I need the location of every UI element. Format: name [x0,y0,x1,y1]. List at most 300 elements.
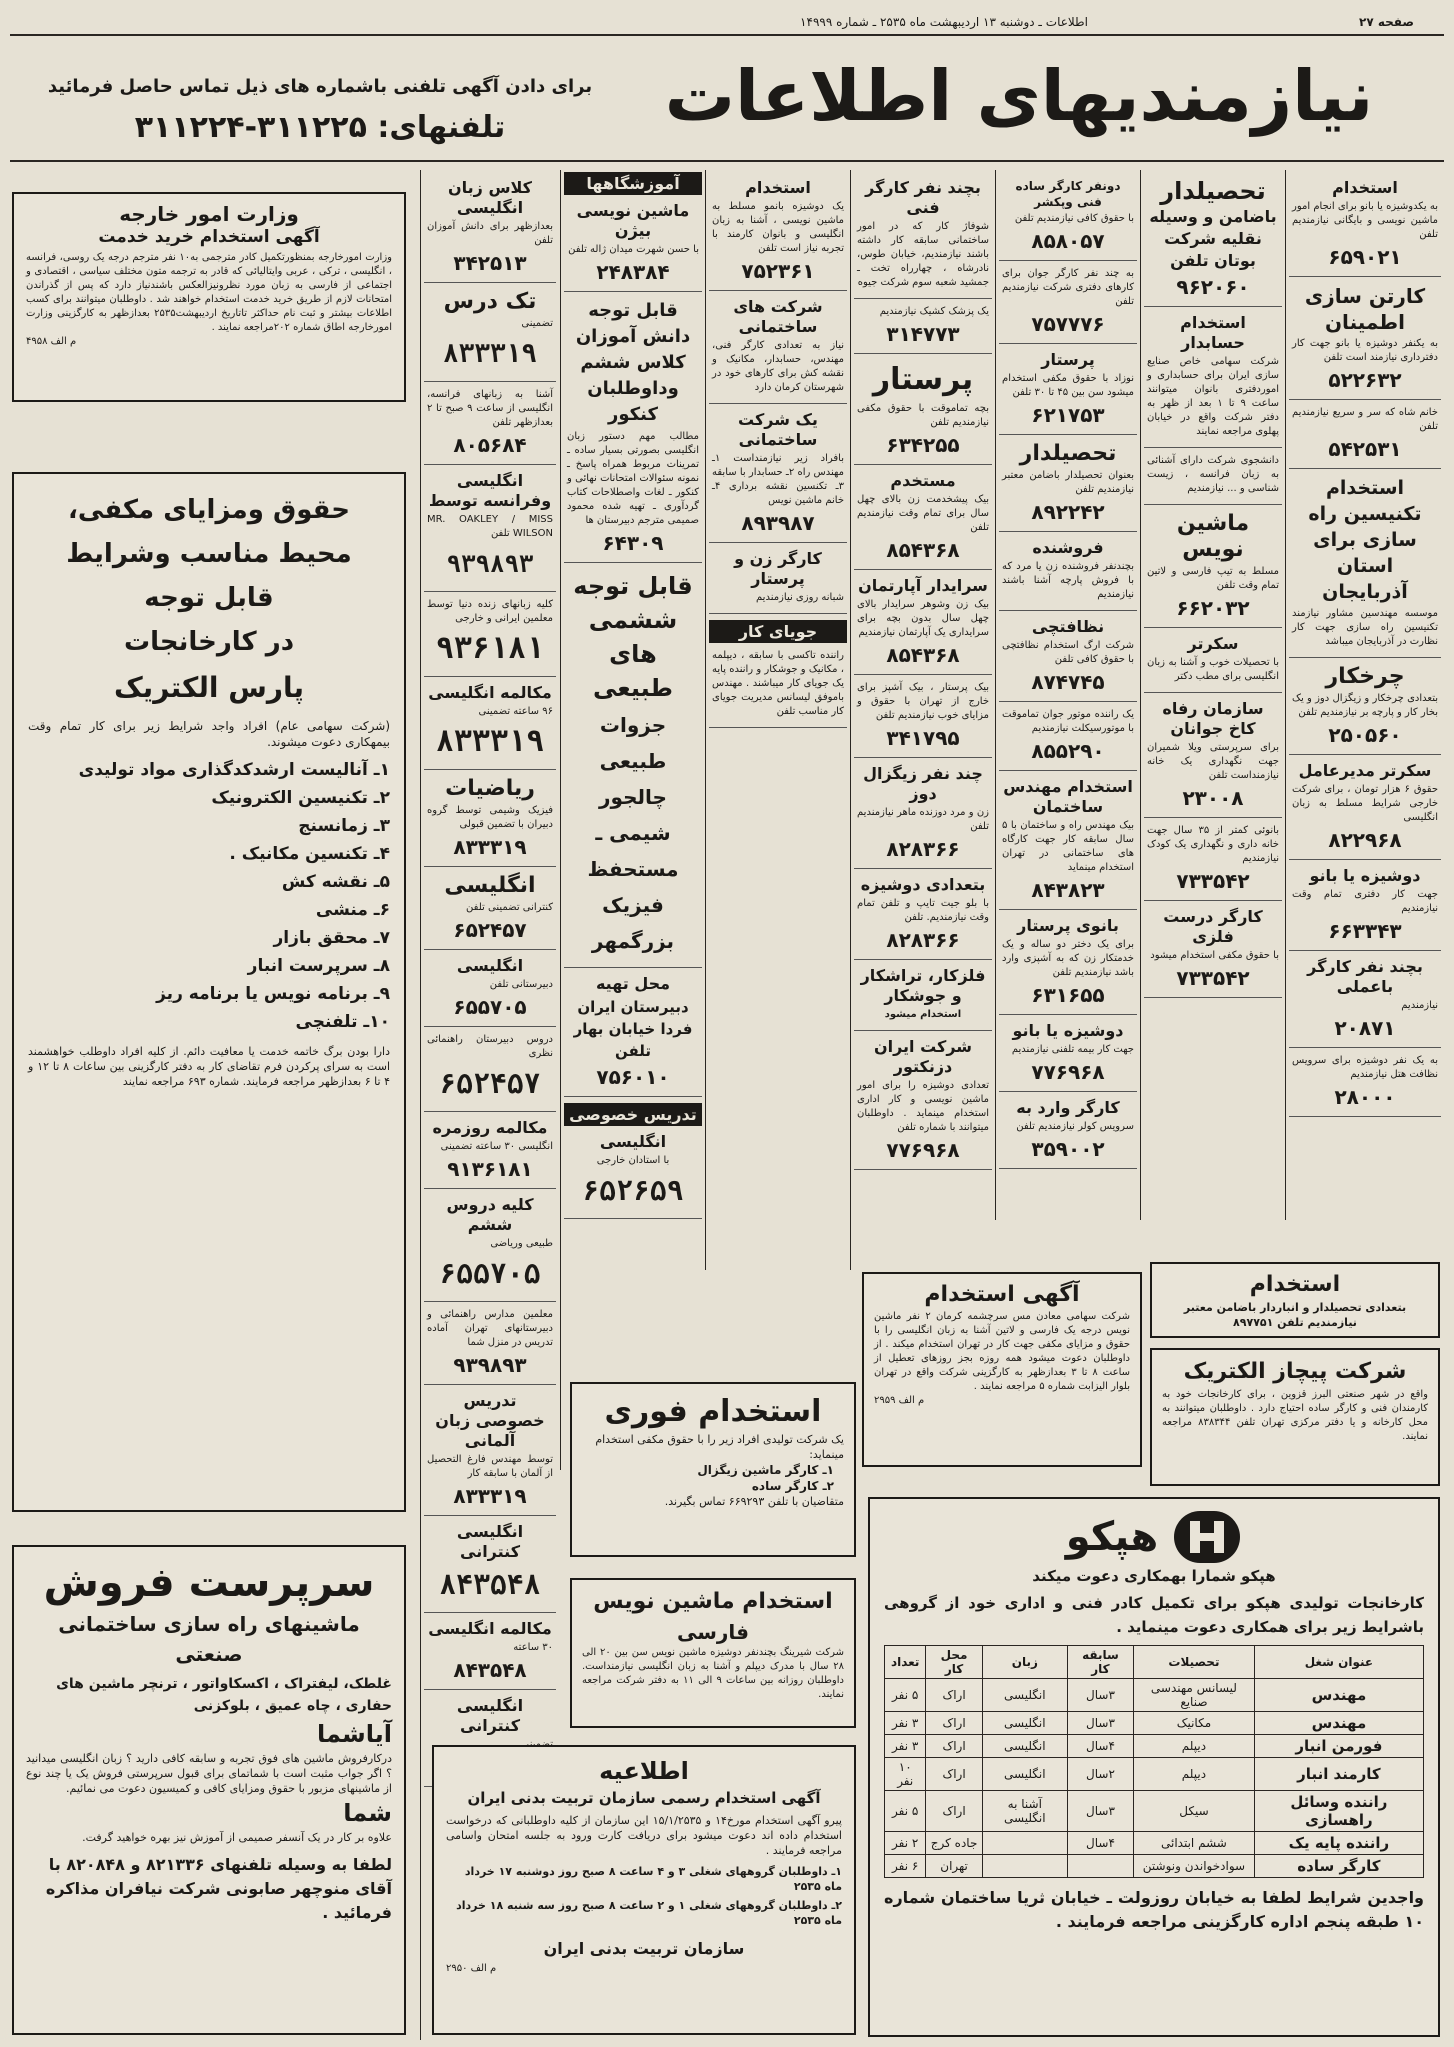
classified-ad [424,283,556,382]
ad-heading: تحصیلدار [1160,177,1266,205]
ad-phone: ۷۳۳۵۴۲ [1176,869,1250,893]
ad-heading: شرکت های ساختمانی [733,297,823,336]
typist-body: شرکت شیرینگ بچندنفر دوشیزه ماشین نویس سن بین ۲۰ الی ۲۸ سال با مدرک دیپلم و آشنا به زبان انگلیسی نیازمنداست. داوطلبان روزانه بین ساعات ۹ الی ۱۱ به دفتر شرکت مراجعه نمایند. [582,1647,845,1700]
classified-ad [854,675,992,758]
ad-phone: ۸۴۳۸۲۳ [1031,878,1105,902]
ad-heading: انگلیسی وفرانسه توسط [428,471,552,510]
ad-phone: ۸۵۸۰۵۷ [1031,229,1105,253]
ad-heading: انگلیسی [444,873,536,898]
table-row [885,1712,1424,1735]
table-cell: مکانیک [1134,1712,1255,1735]
pars-position: ۳ـ زمانسنج [298,816,390,836]
ad-heading: استخدام [1332,178,1398,197]
ad-body: ۳۰ ساعته [513,1642,553,1653]
ad-heading: سکرتر مدیرعامل [1298,761,1432,780]
classified-ad [999,261,1137,344]
ad-body: با حقوق کافی نیازمندیم تلفن [1014,213,1134,224]
table-cell: دیپلم [1134,1735,1255,1758]
phone-notice: برای دادن آگهی تلفنی باشماره های ذیل تماس حاصل فرمائید [47,76,593,97]
ad-heading: انگلیسی [456,956,524,975]
sales-brand-2: شما [343,1799,392,1827]
ad-phone: ۸۵۴۳۶۸ [886,643,960,667]
classified-ad [424,1302,556,1385]
table-cell: جاده کرج [926,1832,982,1855]
pars-positions [28,756,390,1036]
pars-line-2: محیط مناسب وشرایط [66,539,352,569]
column-rule [420,170,421,2040]
ad-phone: ۵۲۲۶۳۲ [1328,368,1402,392]
ad-body: بچندنفر فروشنده زن یا مرد که با فروش پارچه آشنا باشند نیازمندیم [1002,561,1134,600]
table-cell: فورمن انبار [1254,1735,1423,1758]
hepco-header [884,1509,1424,1565]
column-header: زبان [982,1646,1067,1679]
ad-body: مسلط به تیپ فارسی و لاتین تمام وقت تلفن [1147,566,1279,591]
ad-heading: استخدام تکنیسین راه سازی برای استان آذربایجان [1308,477,1422,603]
ad-body: دبیرستان ایران فردا خیابان بهار تلفن [573,998,693,1060]
column-employment-6 [1144,172,1282,1222]
copper-mine-ad [862,1272,1142,1467]
table-cell: لیسانس مهندسی صنایع [1134,1679,1255,1712]
table-cell: ۵ نفر [885,1679,926,1712]
ad-phone: ۳۱۴۷۷۳ [886,322,960,346]
schools-banner: آموزشگاهها [564,172,702,195]
classified-ad [854,758,992,869]
sales-body-2: علاوه بر کار در یک آنسفر صمیمی از آموزش نیز بهره خواهید گرفت. [82,1831,392,1844]
ad-body: آشنا به زبانهای فرانسه، انگلیسی از ساعت ۹ صبح تا ۲ بعدازظهر تلفن [427,389,553,428]
table-cell: ۳سال [1067,1791,1133,1832]
table-row [885,1855,1424,1878]
pars-position: ۸ـ سرپرست انبار [247,956,390,976]
sports-batch-1: ۱ـ داوطلبان گروههای شغلی ۳ و ۴ ساعت ۸ صبح روز دوشنبه ۱۷ خرداد ماه ۲۵۳۵ [464,1865,842,1893]
ad-heading: بچند نفر کارگر باعملی [1307,957,1423,996]
ad-body: به یکدوشیزه یا بانو برای انجام امور ماشین نویسی و بایگانی نیازمندیم تلفن [1292,201,1438,240]
ad-phone: ۲۸۰۰۰ [1334,1085,1396,1109]
ad-heading: استخدام مهندس ساختمان [1003,777,1133,816]
classified-ad [424,1385,556,1516]
classified-ad [999,1092,1137,1169]
table-cell: ۴سال [1067,1832,1133,1855]
column-header: عنوان شغل [1254,1646,1423,1679]
urgent-hiring-ad [570,1382,856,1557]
column-employment-3 [709,172,847,1272]
ad-heading: تحصیلدار [1019,441,1117,466]
ad-heading: دونفر کارگر ساده فنی وپکشر [1015,179,1121,209]
ad-phone: ۲۳۰۰۸ [1182,786,1244,810]
table-cell [1067,1855,1133,1878]
ad-heading: انگلیسی [599,1132,667,1151]
classified-ad [424,465,556,592]
table-cell: راننده پایه یک [1254,1832,1423,1855]
sports-title: اطلاعیه [599,1757,689,1785]
typist-ad [570,1578,856,1728]
ad-body: ۹۶ ساعته تضمینی [478,706,553,717]
ad-phone: ۶۵۹۰۲۱ [1328,245,1402,269]
sports-org-ad [432,1745,856,2035]
hepco-ad [868,1497,1440,2037]
classified-ad [854,465,992,570]
ad-phone: ۹۳۶۱۸۱ [435,631,545,666]
ad-heading: پرستار [1041,350,1095,369]
ad-phone: ۶۵۵۷۰۵ [439,1257,541,1290]
ad-body: جزوات طبیعی چالجور شیمی ـ مستحفظ فیزیک بزرگمهر [587,713,679,953]
pichaz-body: واقع در شهر صنعتی البرز قزوین ، برای کارخانجات خود به کارمندان فنی و کارگر ساده احتیاج دارد . داوطلبان میتوانند به محل کارخانه و یا دفتر مرکزی تهران تلفن ۸۳۸۳۴۴ مراجعه نمایند. [1162,1389,1429,1442]
ad-heading: مکالمه روزمره [432,1118,548,1137]
ad-body: جهت کار دفتری تمام وقت نیازمندیم [1292,889,1438,914]
classified-ad [1144,172,1282,307]
pars-position: ۲ـ تکنیسین الکترونیک [211,788,390,808]
table-cell: انگلیسی [982,1735,1067,1758]
column-rule [1140,170,1141,1220]
ad-phone: ۶۵۲۶۵۹ [582,1174,684,1207]
pars-line-1: حقوق ومزایای مکفی، [68,495,350,525]
classified-ad [1144,818,1282,901]
classified-ad [1289,755,1441,860]
ad-phone: ۸۰۵۶۸۴ [453,433,527,457]
ad-phone: ۷۷۶۹۶۸ [886,1138,960,1162]
classified-ad [564,968,702,1097]
table-cell [982,1832,1067,1855]
urgent-body: یک شرکت تولیدی افراد زیر را با حقوق مکفی استخدام مینماید: [595,1433,844,1461]
ad-body: بیک پیشخدمت زن بالای چهل سال برای تمام وقت نیازمندیم تلفن [857,494,989,533]
table-cell: مهندس [1254,1712,1423,1735]
ad-body: سرویس کولر نیازمندیم تلفن [1016,1121,1134,1132]
pars-company: پارس الکتریک [114,671,304,704]
table-row [885,1758,1424,1791]
classified-ad [999,172,1137,261]
ad-heading: استخدام حسابدار [1180,313,1246,352]
collector-ad [1150,1262,1440,1338]
ad-body: زن و مرد دوزنده ماهر نیازمندیم تلفن [857,807,989,832]
ad-body: بتعدادی چرخکار و زیگزال دوز و یک بخار کار و پارچه بر نیازمندیم تلفن [1292,693,1438,718]
ad-heading: دوشیزه یا بانو [1012,1021,1124,1040]
table-cell: ششم ابتدائی [1134,1832,1255,1855]
column-rule [995,170,996,1220]
ad-body: شرکت سهامی خاص صنایع سازی ایران برای حسابداری و اموردفتری بانوان میتوانند ساعت ۹ تا ۱ بعد از ظهر به دفتر شرکت واقع در خیابان پهلوی مراجعه نمایند [1147,356,1279,437]
pichaz-title: شرکت پیچاز الکتریک [1183,1359,1407,1384]
copper-ad-body: شرکت سهامی معادن مس سرچشمه کرمان ۲ نفر ماشین نویس درجه یک فارسی و لاتین آشنا به زبان انگلیسی را با حقوق و مزایای مکفی جهت کار در تهران استخدام میکند . از داوطلبان دعوت میشود همه روزه بجز روزهای تعطیل از ساعت ۸ تا ۳ بعدازظهر به کارگزینی شرکت واقع در تهران بلوار الیزابت شماره ۵ مراجعه نمایند . [874,1311,1131,1392]
ad-body: با حسن شهرت میدان ژاله تلفن [568,244,699,255]
table-cell: تهران [926,1855,982,1878]
classified-ad [424,592,556,677]
classified-ad [424,1189,556,1302]
ad-body: باضامن و وسیله نقلیه شرکت بوتان تلفن [1149,207,1277,270]
ad-heading: نظافتچی [1031,617,1105,636]
classified-ad [1289,951,1441,1048]
ad-heading: مستخدم [890,471,956,490]
ad-body: با استادان خارجی [596,1155,670,1166]
sales-brand: آیاشما [317,1720,392,1748]
pars-position: ۶ـ منشی [315,900,390,920]
urgent-item-1: ۱ـ کارگر ماشین زیگزال [697,1463,834,1477]
classified-ad [424,867,556,950]
ad-heading: بچند نفر کارگر فنی [865,178,981,217]
ad-body: با حقوق مکفی استخدام میشود [1150,950,1279,961]
pars-line-3: قابل توجه [144,583,274,613]
ad-heading: سکرتر [1187,634,1239,653]
classified-ad [999,1015,1137,1092]
ad-body: بانوئی کمتر از ۳۵ سال جهت خانه داری و نگهداری یک کودک نیازمندیم [1147,825,1279,864]
ad-heading: قابل توجه ششمی های طبیعی [573,572,693,702]
table-header-row [885,1646,1424,1679]
ad-body: بیک مهندس راه و ساختمان با ۵ سال سابقه کار جهت کارگاه های ساختمانی در تهران استخدام مینماید [1002,820,1134,873]
sales-items: غلطک، لیفتراک ، اکسکاواتور ، ترنچر ماشین های حفاری ، چاه عمیق ، بلوکزنی [56,1676,392,1714]
table-cell: ۳ نفر [885,1735,926,1758]
pars-position: ۴ـ تکنسین مکانیک . [229,844,390,864]
table-cell: ۱۰ نفر [885,1758,926,1791]
classified-ad [709,291,847,404]
classified-ad [1144,693,1282,818]
private-tutoring-banner: تدریس خصوصی [564,1103,702,1126]
sports-body: پیرو آگهی استخدام مورخ۱۴ و ۱۵/۱/۲۵۳۵ این سازمان از کلیه داوطلبانی که درخواست استخدام داده اند دعوت میشود برای دریافت کارت ورود به جلسه امتحان واسامی مراجعه فرمایند . [446,1814,842,1857]
ad-phone: ۶۵۵۷۰۵ [453,995,527,1019]
table-cell: ۳سال [1067,1679,1133,1712]
ad-body: به یک نفر دوشیزه برای سرویس نظافت هتل نیازمندیم [1292,1055,1438,1080]
classified-ad [564,292,702,563]
ad-phone: ۳۴۱۷۹۵ [886,726,960,750]
ad-body: بعدازظهر برای دانش آموزان تلفن [427,221,553,246]
hepco-tagline: هپکو شمارا بهمکاری دعوت میکند [1032,1567,1276,1585]
ad-heading: انگلیسی کنترانی [456,1696,524,1735]
classified-ad [1289,860,1441,951]
collector-body: بتعدادی تحصیلدار و انباردار باضامن معتبر نیازمندیم تلفن ۸۹۷۷۵۱ [1183,1301,1407,1329]
ministry-subtitle: آگهی استخدام خرید خدمت [98,227,320,247]
ad-phone: ۶۵۲۴۵۷ [453,918,527,942]
ad-body: نیاز به تعدادی کارگر فنی، مهندس، حسابدار، مکانیک و نقشه کش برای کارهای خود در شهرستان کرمان دارد [712,340,844,393]
ad-body: معلمین مدارس راهنمائی و دبیرستانهای تهران آماده تدریس در منزل شما [427,1309,553,1348]
classified-ad [709,643,847,728]
column-header: تحصیلات [1134,1646,1255,1679]
ad-heading: محل تهیه [595,974,671,993]
table-cell: اراک [926,1679,982,1712]
pars-position: ۹ـ برنامه نویس یا برنامه ریز [156,984,390,1004]
column-header: محل کار [926,1646,982,1679]
classified-ad [424,1613,556,1690]
pars-footer: دارا بودن برگ خاتمه خدمت یا معافیت دائم. از کلیه افراد داوطلب خواهشمند است به سرای پرکردن فرم تقاضای کار به دفتر کارگزینی بین ساعات ۸ تا ۱۲ و ۴ تا ۶ بعدازظهر مراجعه فرمایند. شماره ۶۹۳ مراجعه نمایند [28,1045,391,1088]
ministry-code: م الف ۴۹۵۸ [26,336,77,347]
ad-phone: ۸۳۳۳۱۹ [443,339,537,369]
ad-heading: چند نفر زیگزال دوز [863,764,983,803]
table-cell: انگلیسی [982,1712,1067,1735]
masthead-bottom-rule [10,160,1444,162]
ad-phone: ۶۶۲۰۳۲ [1176,596,1250,620]
classified-ad [1289,658,1441,755]
classified-ad [1144,628,1282,693]
column-rule [705,170,706,1270]
ad-heading: کارتن سازی اطمینان [1304,284,1426,334]
classified-ad [424,382,556,465]
table-cell: ۶ نفر [885,1855,926,1878]
ad-body: موسسه مهندسین مشاور نیازمند تکنیسین راه سازی جهت کار نظارت در آذربایجان میباشد [1292,608,1438,647]
column-rule [850,170,851,1270]
ad-phone: ۷۵۲۳۶۱ [741,259,815,283]
pars-intro: (شرکت سهامی عام) افراد واجد شرایط زیر برای کار تمام وقت بیمهکاری دعوت میشوند. [28,719,390,749]
hepco-footer: واجدین شرایط لطفا به خیابان روزولت ـ خیابان ثریا ساختمان شماره ۱۰ طبقه پنجم اداره کارگزینی مراجعه فرمایند . [884,1888,1424,1931]
classified-ad [999,611,1137,702]
sports-code: م الف ۲۹۵۰ [446,1963,497,1974]
ad-body: به چند نفر کارگر جوان برای کارهای دفتری شرکت نیازمندیم تلفن [1002,268,1134,307]
classified-ad [564,195,702,292]
ad-phone: ۶۲۱۷۵۳ [1031,403,1105,427]
pars-line-4: در کارخانجات [123,627,295,657]
sales-supervisor-ad [12,1545,406,2035]
classified-ad [564,563,702,968]
ad-heading: فروشنده [1032,538,1104,557]
column-employment-4 [854,172,992,1272]
sales-title: سرپرست فروش [43,1560,375,1606]
ad-body: برای یک دختر دو ساله و یک خدمتکار زن که به آشپزی وارد باشد نیازمندیم تلفن [1002,939,1134,978]
table-cell: مهندس [1254,1679,1423,1712]
classified-ad [709,172,847,291]
ad-body: شوفاژ کار که در امور ساختمانی سابقه کار داشته باشند نیازمندیم، خیابان طوس، نادرشاه ، چهارراه تخت ـ جمشید شعبه سوم شرکت جیوه [857,221,989,288]
column-rule [1285,170,1286,1220]
ad-body: مطالب مهم دستور زبان انگلیسی بصورتی بسیار ساده ـ تمرینات مربوط همراه پاسخ ـ نمونه سئوالات امتحانات نهائی و کنکور ـ لغات واصطلاحات کتاب گردآوری ـ تهیه شده محمود صمیمی مترجم دبیرستان ها [567,431,699,526]
ad-heading: کارگر وارد به [1016,1098,1120,1117]
ad-body: یک پزشک کشیک نیازمندیم [879,306,989,317]
classified-ad [999,344,1137,435]
ad-phone: ۸۲۸۳۶۶ [886,837,960,861]
table-cell [982,1855,1067,1878]
classified-ad [424,950,556,1027]
hepco-intro: کارخانجات تولیدی هپکو برای تکمیل کادر فنی و اداری خود از گروهی باشرایط زیر برای همکاری دعوت مینماید . [884,1594,1424,1636]
classified-ad [1289,172,1441,277]
classified-ad [854,354,992,465]
ad-body: با بلو جیت تایپ و تلفن تمام وقت نیازمندیم. تلفن [857,898,989,923]
ad-phone: ۸۳۳۳۱۹ [453,1484,527,1508]
ad-body: برای سرپرستی ویلا شمیران جهت نگهداری یک خانه نیازمنداست تلفن [1147,742,1279,781]
column-employment-5 [999,172,1137,1222]
urgent-item-2: ۲ـ کارگر ساده [751,1479,834,1493]
hepco-logo-icon [1172,1509,1242,1565]
classified-ad [1144,448,1282,505]
ad-heading: مکالمه انگلیسی [428,1619,552,1638]
ad-phone: ۳۵۹۰۰۲ [1031,1137,1105,1161]
ministry-ad [12,192,406,402]
classified-ad [564,1126,702,1219]
table-cell: ۵ نفر [885,1791,926,1832]
copper-ad-title: آگهی استخدام [924,1282,1080,1307]
ad-heading: سازمان رفاه کاخ جوانان [1162,699,1264,738]
classified-ad [854,1031,992,1170]
urgent-contact: متقاضیان با تلفن ۶۶۹۲۹۳ تماس بگیرند. [664,1495,844,1508]
table-cell: ۲ نفر [885,1832,926,1855]
ad-heading: کلیه دروس ششم [446,1195,534,1234]
ad-phone: ۶۳۴۲۵۵ [886,433,960,457]
table-cell: دیپلم [1134,1758,1255,1791]
page-number: صفحه ۲۷ [1359,15,1414,29]
ad-body: انگلیسی ۳۰ ساعته تضمینی [440,1141,553,1152]
classified-ad [709,404,847,543]
table-row [885,1735,1424,1758]
collector-title: استخدام [1249,1272,1341,1297]
table-cell: کارمند انبار [1254,1758,1423,1791]
table-cell: سوادخواندن ونوشتن [1134,1855,1255,1878]
ad-phone: ۷۷۶۹۶۸ [1031,1060,1105,1084]
issue-line: اطلاعات ـ دوشنبه ۱۳ اردیبهشت ماه ۲۵۳۵ ـ شماره ۱۴۹۹۹ [800,15,1088,29]
pichaz-electric-ad [1150,1348,1440,1486]
ad-body: طبیعی وریاضی [490,1238,553,1249]
ad-body: بیک زن وشوهر سرایدار بالای چهل سال بدون بچه برای سرایداری یک آپارتمان نیازمندیم [857,599,989,638]
typist-title: استخدام ماشین نویس [593,1589,833,1614]
ad-heading: یک شرکت ساختمانی [738,410,818,449]
ad-body: دبیرستانی تلفن [489,979,553,990]
hepco-logo-text: هپکو [1065,1514,1159,1560]
table-cell: کارگر ساده [1254,1855,1423,1878]
classified-ad [709,543,847,614]
job-seekers-banner: جویای کار [709,620,847,643]
table-cell: اراک [926,1758,982,1791]
classified-ad [999,435,1137,532]
classified-ad [1144,901,1282,998]
ad-body: یک دوشیزه بانمو مسلط به ماشین نویسی ، آشنا به زبان انگلیسی و بانوان کارمند با تجربه نیاز است تلفن [712,201,844,254]
ad-heading: انگلیسی کنترانی [456,1522,524,1561]
table-cell: اراک [926,1712,982,1735]
ad-body: یک راننده موتور جوان تماموقت با موتورسیکلت نیازمندیم [1002,709,1134,734]
ad-body: تضمینی [521,318,553,329]
column-header: سابقه کار [1067,1646,1133,1679]
ad-phone: ۸۴۳۵۴۸ [453,1658,527,1682]
ad-phone: ۹۶۲۰۶۰ [1176,275,1250,299]
classified-ad [999,771,1137,910]
ad-heading: سرایدار آپارتمان [858,576,988,595]
pars-electric-ad [12,472,406,1512]
ad-heading: چرخکار [1325,664,1405,689]
ministry-title: وزارت امور خارجه [119,202,299,226]
ad-phone: ۳۴۲۵۱۳ [453,251,527,275]
masthead-title: نیازمندیهای اطلاعات [664,55,1374,137]
table-cell: ۳ نفر [885,1712,926,1735]
ad-phone: ۹۳۹۸۹۳ [446,550,534,578]
ad-phone: ۸۷۴۷۴۵ [1031,670,1105,694]
pars-position: ۵ـ نقشه کش [281,872,390,892]
classified-ad [854,299,992,354]
ad-heading: تک درس [443,289,537,314]
column-header: تعداد [885,1646,926,1679]
classified-ad [424,770,556,867]
column-schools [564,172,702,1272]
table-cell: آشنا به انگلیسی [982,1791,1067,1832]
ad-phone: ۶۳۱۶۵۵ [1031,983,1105,1007]
masthead-phones: تلفنهای: ۳۱۱۲۲۵-۳۱۱۲۲۴ [134,110,506,145]
ad-body: با تحصیلات خوب و آشنا به زبان انگلیسی برای مطب دکتر [1147,657,1279,682]
ad-phone: ۲۴۸۳۸۴ [596,260,670,284]
pars-position: ۷ـ محقق بازار [273,928,390,948]
ad-phone: ۲۵۰۵۶۰ [1328,723,1402,747]
ad-phone: ۸۹۲۲۴۲ [1031,500,1105,524]
ad-heading: کارگر زن و پرستار [734,549,822,588]
ad-heading: قابل توجه دانش آموزان کلاس ششم وداوطلبان کنکور [575,300,691,425]
sales-body: درکارفروش ماشین های فوق تجربه و سابقه کافی دارید ؟ زبان انگلیسی میدانید ؟ اگر جواب مثبت است با شماتمای برای قبول سرپرستی فروش یک یا چند نوع از ماشینهای مزبور با حقوق ومزایای کافی و کمیسیون دعوت می نمائیم. [26,1752,392,1795]
table-row [885,1679,1424,1712]
ad-heading: دوشیزه یا بانو [1309,866,1421,885]
ad-body: دروس دبیرستان راهنمائی نظری [427,1034,553,1059]
ad-phone: ۷۵۷۷۷۶ [1031,312,1105,336]
ad-heading: بتعدادی دوشیزه [860,875,986,894]
ad-body: نوزاد با حقوق مکفی استخدام میشود سن بین ۴۵ تا ۳۰ تلفن [1002,373,1134,398]
ad-phone: ۶۶۳۳۴۳ [1328,919,1402,943]
ad-heading: ماشین نویس [1176,511,1250,562]
ad-heading: شرکت ایران دزنکتور [873,1037,973,1076]
hepco-jobs-table [884,1645,1424,1878]
sports-batch-2: ۲ـ داوطلبان گروههای شغلی ۱ و ۲ ساعت ۸ صبح روز سه شنبه ۱۸ خرداد ماه ۲۵۳۵ [456,1899,842,1927]
ad-body: شرکت ارگ استخدام نظافتچی با حقوق کافی تلفن [1002,640,1134,665]
ad-body: حقوق ۶ هزار تومان ، برای شرکت خارجی شرایط مسلط به زبان انگلیسی [1292,784,1438,823]
ad-phone: ۹۱۳۶۱۸۱ [447,1157,533,1181]
classified-ad [1144,505,1282,628]
classified-ad [424,172,556,283]
ad-heading: تدریس خصوصی زبان آلمانی [435,1391,545,1450]
classified-ad [424,1112,556,1189]
table-cell: سیکل [1134,1791,1255,1832]
